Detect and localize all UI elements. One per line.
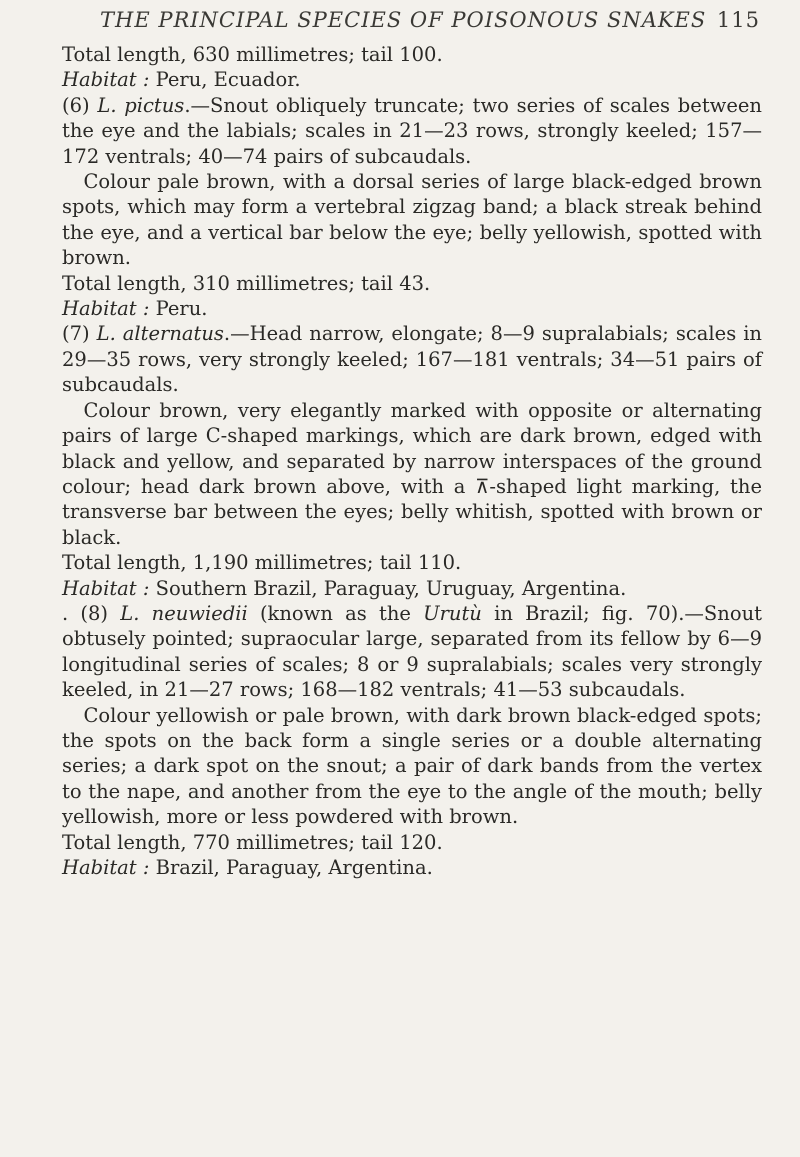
running-title: THE PRINCIPAL SPECIES OF POISONOUS SNAKES <box>100 8 707 32</box>
paragraph <box>62 321 762 397</box>
text-run: Total length, 1,190 millimetres; tail 110. <box>62 551 462 575</box>
paragraph <box>62 703 762 830</box>
text-run: Colour brown, very elegantly marked with opposite or alternating pairs of large C-shaped markings, which are dark brown, edged with black and yellow, and separated by narrow interspaces of the ground colour; head dark brown above, with a ⊼-shaped light marking, the transverse bar between the eyes; belly whitish, spotted with brown or black. <box>62 398 762 549</box>
page-number: 115 <box>716 8 760 32</box>
paragraph <box>62 601 762 703</box>
text-run: Total length, 310 millimetres; tail 43. <box>62 271 431 295</box>
paragraph <box>62 93 762 169</box>
text-run: (6) <box>62 93 98 117</box>
italic-run: Habitat : <box>62 856 150 879</box>
italic-run: L. neuwiedii <box>120 601 248 625</box>
italic-run: Habitat : <box>62 297 150 321</box>
text-run: (7) <box>62 322 97 346</box>
text-run: Total length, 770 millimetres; tail 120. <box>62 830 443 854</box>
paragraph <box>62 398 762 550</box>
paragraph <box>62 576 762 601</box>
italic-run: Urutù <box>423 601 482 625</box>
text-run: . (8) <box>62 601 121 625</box>
paragraph <box>62 855 762 880</box>
paragraph <box>62 42 762 67</box>
italic-run: Habitat : <box>62 68 150 92</box>
text-run: Colour yellowish or pale brown, with dark brown black-edged spots; the spots on the back form a single series or a double alternating series; a dark spot on the snout; a pair of dark bands from the vertex to the nape, and another from the eye to the angle of the mouth; belly yellowish, more or less powdered with brown. <box>62 703 762 829</box>
italic-run: L. alternatus <box>96 322 224 346</box>
text-run: (known as the <box>247 601 424 625</box>
text-run: Brazil, Paraguay, Argentina. <box>149 856 433 879</box>
text-run: Colour pale brown, with a dorsal series of large black-edged brown spots, which may form a vertebral zigzag band; a black streak behind the eye, and a vertical bar below the eye; belly yellowish, spotted with brown. <box>62 170 762 270</box>
text-run: Peru. <box>149 297 208 321</box>
text-run: .—Head narrow, elongate; 8—9 supralabials; scales in 29—35 rows, very strongly keeled; 167—181 ventrals; 34—51 pairs of subcaudals. <box>62 322 762 397</box>
paragraph <box>62 296 762 321</box>
running-header <box>100 0 760 36</box>
italic-run: L. pictus <box>97 93 185 117</box>
italic-run: Habitat : <box>62 576 150 600</box>
body-text <box>62 42 762 880</box>
text-run: Peru, Ecuador. <box>149 68 301 92</box>
paragraph <box>62 169 762 271</box>
text-run: .—Snout obliquely truncate; two series of scales between the eye and the labials; scales in 21—23 rows, strongly keeled; 157—172 ventrals; 40—74 pairs of subcaudals. <box>62 93 762 168</box>
text-run: in Brazil; fig. 70).—Snout obtusely pointed; supraocular large, separated from its fellow by 6—9 longitudinal series of scales; 8 or 9 supralabials; scales very strongly keeled, in 21—27 rows; 168—182 ventrals; 41—53 subcaudals. <box>62 601 762 702</box>
text-run: Total length, 630 millimetres; tail 100. <box>62 43 443 66</box>
paragraph <box>62 271 762 296</box>
paragraph <box>62 550 762 575</box>
paragraph <box>62 67 762 92</box>
text-run: Southern Brazil, Paraguay, Uruguay, Argentina. <box>149 576 627 600</box>
paragraph <box>62 830 762 855</box>
